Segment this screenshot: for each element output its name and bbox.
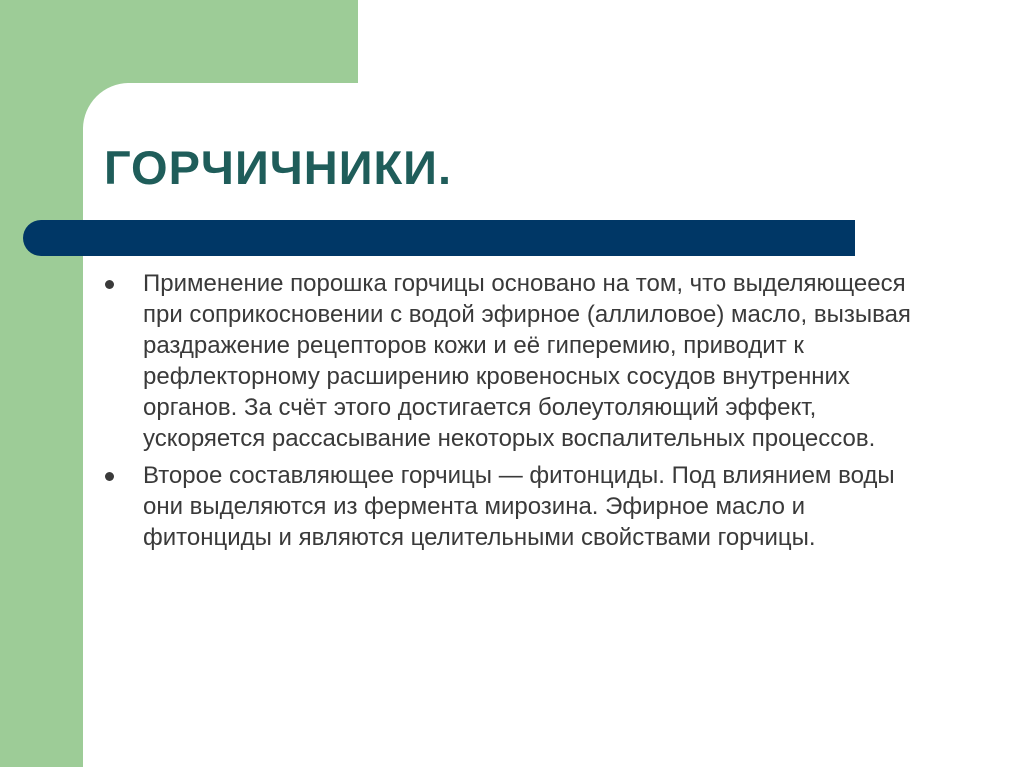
- bullet-text: Применение порошка горчицы основано на том, что выделяющееся при соприкосновении с водой эфирное (аллиловое) масло, вызывая раздражение рецепторов кожи и её гиперемию, приводит к рефлекторному расширению кровеносных сосудов внутренних органов. За счёт этого достигается болеутоляющий эффект, ускоряется рассасывание некоторых воспалительных процессов.: [143, 270, 911, 452]
- title-underline-bar: [23, 220, 855, 256]
- bullet-list: [103, 268, 933, 559]
- bullet-dot-icon: [105, 472, 114, 481]
- bullet-text: Второе составляющее горчицы — фитонциды. Под влиянием воды они выделяются из фермента мирозина. Эфирное масло и фитонциды и являются целительными свойствами горчицы.: [143, 462, 895, 551]
- bullet-dot-icon: [105, 280, 114, 289]
- slide-title: ГОРЧИЧНИКИ.: [104, 141, 453, 194]
- list-item: [103, 460, 933, 553]
- list-item: [103, 268, 933, 454]
